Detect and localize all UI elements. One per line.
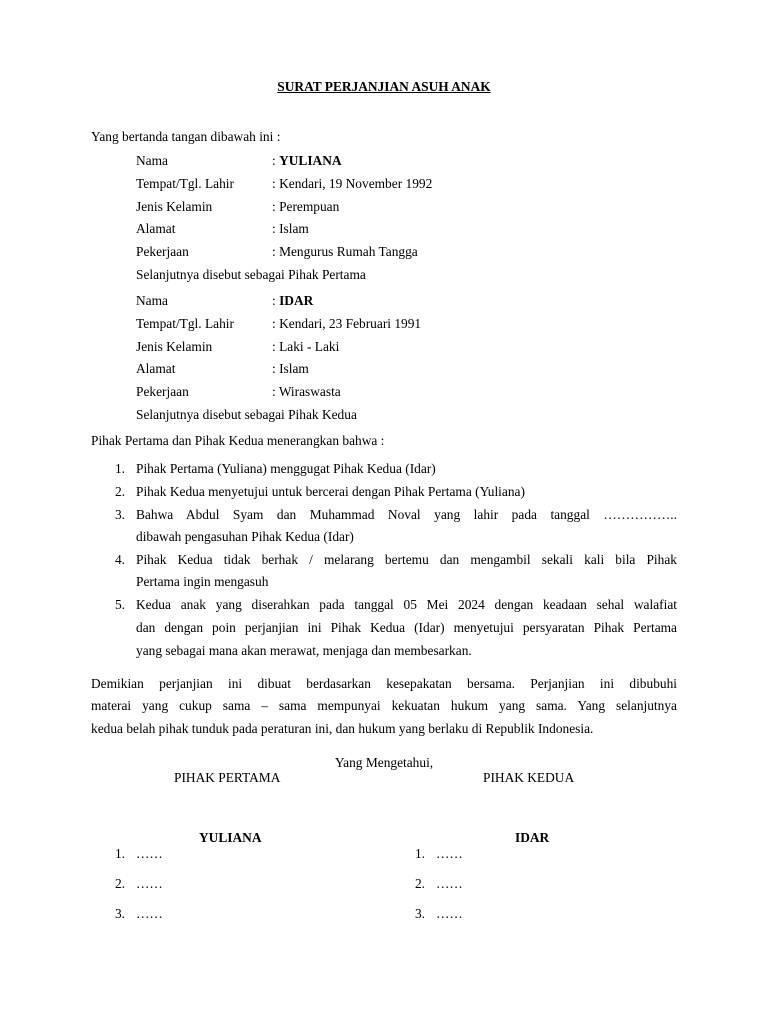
party1-heading: PIHAK PERTAMA xyxy=(174,770,281,785)
list-item-number: 3. xyxy=(114,507,125,522)
witness-line: …… xyxy=(436,906,463,921)
list-item-number: 2. xyxy=(114,484,125,499)
witness-number: 2. xyxy=(114,876,125,891)
party2-gender-label: Jenis Kelamin xyxy=(136,339,213,354)
party1-designation: Selanjutnya disebut sebagai Pihak Pertama xyxy=(136,267,366,282)
party2-heading: PIHAK KEDUA xyxy=(483,770,575,785)
party2-designation: Selanjutnya disebut sebagai Pihak Kedua xyxy=(136,407,357,422)
list-item-text: Kedua anak yang diserahkan pada tanggal 05 Mei 2024 dengan keadaan sehal walafiat xyxy=(136,597,677,612)
party1-signature-name: YULIANA xyxy=(199,830,262,845)
list-item-text: Pihak Kedua tidak berhak / melarang bertemu dan mengambil sekali kali bila Pihak xyxy=(136,552,677,567)
witness-number: 2. xyxy=(414,876,425,891)
list-item-number: 4. xyxy=(114,552,125,567)
witness-number: 3. xyxy=(114,906,125,921)
list-item-text: Pertama ingin mengasuh xyxy=(136,574,269,589)
statement-intro: Pihak Pertama dan Pihak Kedua menerangkan bahwa : xyxy=(91,433,385,448)
intro-text: Yang bertanda tangan dibawah ini : xyxy=(91,129,281,144)
witness-line: …… xyxy=(436,876,463,891)
party1-gender-value: : Perempuan xyxy=(272,199,340,214)
party2-signature-name: IDAR xyxy=(515,830,550,845)
list-item-text: yang sebagai mana akan merawat, menjaga dan membesarkan. xyxy=(136,643,472,658)
list-item-text: Bahwa Abdul Syam dan Muhammad Noval yang lahir pada tanggal …………….. xyxy=(136,507,677,522)
acknowledged-text: Yang Mengetahui, xyxy=(334,755,434,770)
party2-address-label: Alamat xyxy=(136,361,176,376)
party1-job-label: Pekerjaan xyxy=(136,244,189,259)
party1-gender-label: Jenis Kelamin xyxy=(136,199,213,214)
closing-line: Demikian perjanjian ini dibuat berdasarkan kesepakatan bersama. Perjanjian ini dibubuhi xyxy=(91,676,677,691)
list-item-text: dan dengan poin perjanjian ini Pihak Kedua (Idar) menyetujui persyaratan Pihak Pertama xyxy=(136,620,677,635)
party1-address-value: : Islam xyxy=(272,221,309,236)
party1-name-label: Nama xyxy=(136,153,168,168)
party1-birth-value: : Kendari, 19 November 1992 xyxy=(272,176,433,191)
closing-line: materai yang cukup sama – sama mempunyai kekuatan hukum yang sama. Yang selanjutnya xyxy=(91,698,677,713)
party2-name-label: Nama xyxy=(136,293,168,308)
party1-birth-label: Tempat/Tgl. Lahir xyxy=(136,176,234,191)
list-item-text: dibawah pengasuhan Pihak Kedua (Idar) xyxy=(136,529,354,544)
list-item-number: 5. xyxy=(114,597,125,612)
party2-name-value: : IDAR xyxy=(272,293,314,308)
party2-birth-value: : Kendari, 23 Februari 1991 xyxy=(272,316,422,331)
witness-line: …… xyxy=(136,846,163,861)
party2-job-value: : Wiraswasta xyxy=(272,384,341,399)
list-item-text: Pihak Pertama (Yuliana) menggugat Pihak Kedua (Idar) xyxy=(136,461,436,476)
party2-birth-label: Tempat/Tgl. Lahir xyxy=(136,316,234,331)
party2-job-label: Pekerjaan xyxy=(136,384,189,399)
document-title: SURAT PERJANJIAN ASUH ANAK xyxy=(277,79,491,94)
closing-line: kedua belah pihak tunduk pada peraturan ini, dan hukum yang berlaku di Republik Indonesia. xyxy=(91,721,594,736)
party1-address-label: Alamat xyxy=(136,221,176,236)
witness-number: 1. xyxy=(114,846,125,861)
list-item-text: Pihak Kedua menyetujui untuk bercerai dengan Pihak Pertama (Yuliana) xyxy=(136,484,525,499)
witness-line: …… xyxy=(136,876,163,891)
witness-line: …… xyxy=(136,906,163,921)
party1-job-value: : Mengurus Rumah Tangga xyxy=(272,244,418,259)
party1-name-value: : YULIANA xyxy=(272,153,342,168)
witness-line: …… xyxy=(436,846,463,861)
witness-number: 3. xyxy=(414,906,425,921)
list-item-number: 1. xyxy=(114,461,125,476)
party2-address-value: : Islam xyxy=(272,361,309,376)
party2-gender-value: : Laki - Laki xyxy=(272,339,340,354)
witness-number: 1. xyxy=(414,846,425,861)
